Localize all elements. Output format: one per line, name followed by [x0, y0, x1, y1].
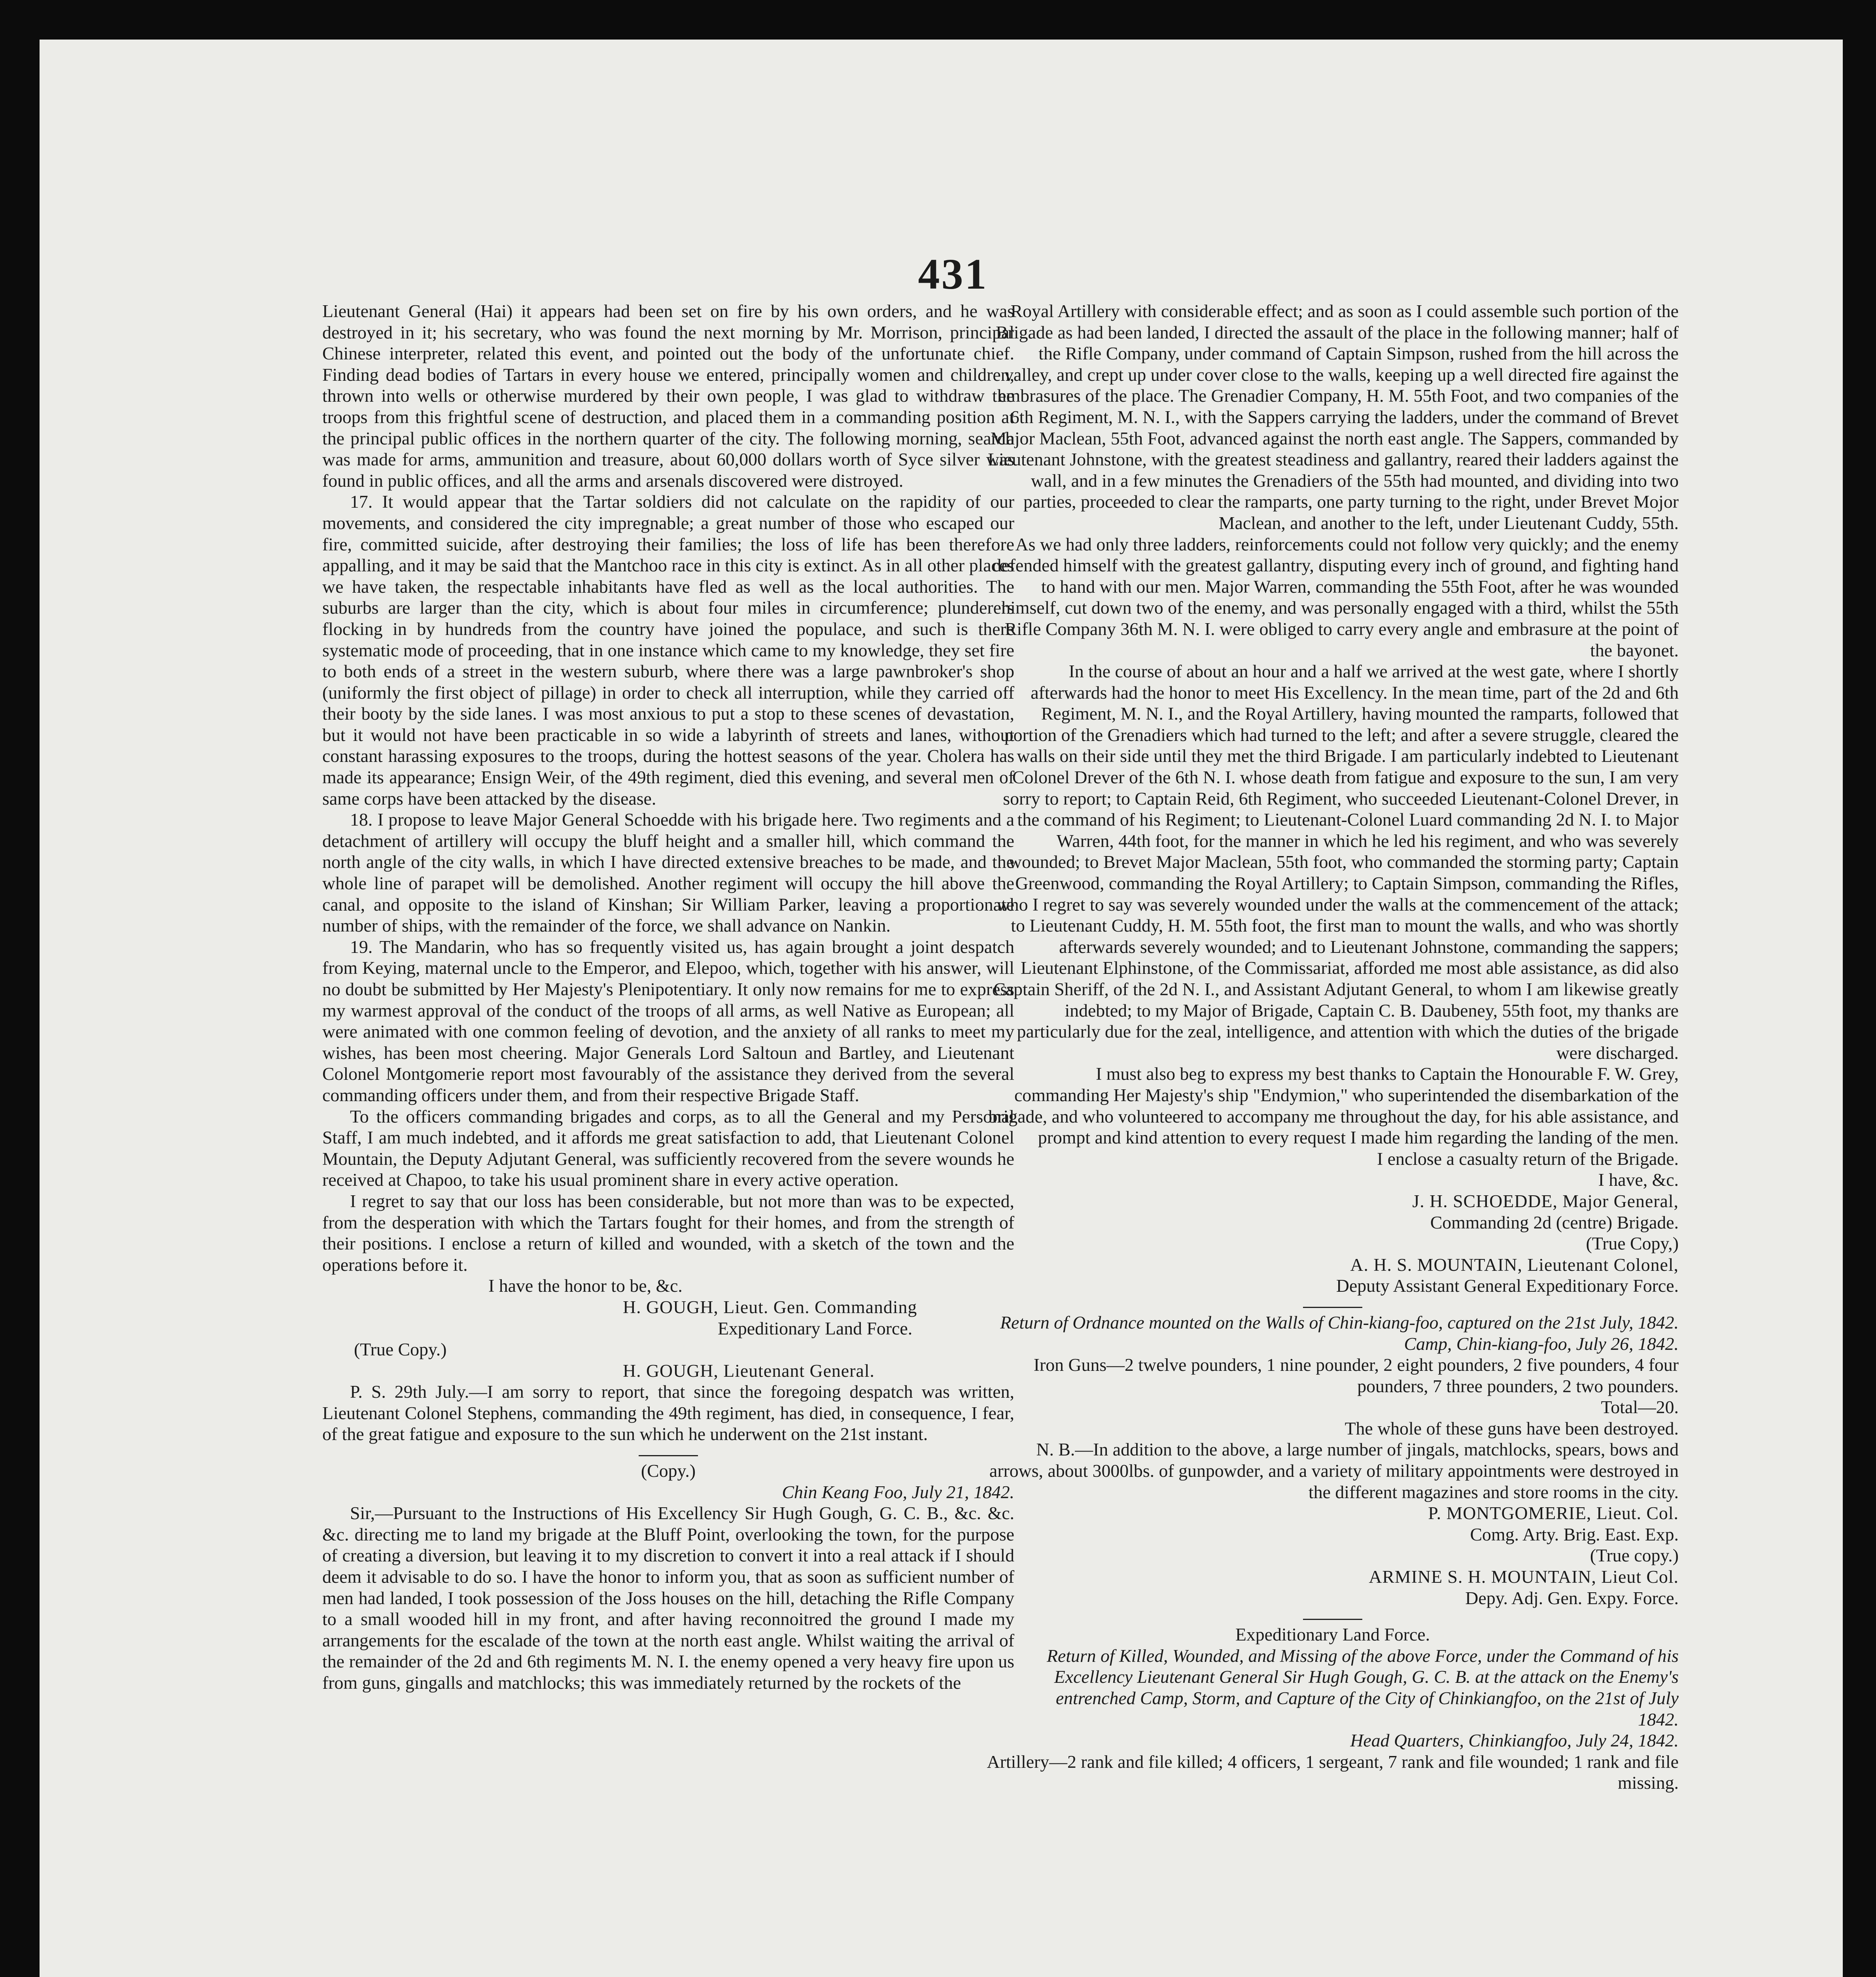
- ordnance-total: Total—20.: [1601, 1397, 1679, 1418]
- paragraph: In the course of about an hour and a half we arrived at the west gate, where I shortly afterwards had the honor to meet His Excellency. In the mean time, part of the 2d and 6th Regiment, M. N. I., and the Royal Artillery, having mounted the ramparts, followed that portion of the Grenadiers which had turned to the left; and after a severe struggle, cleared the walls on their side until they met the third Brigade. I am particularly indebted to Lieutenant Colonel Drever of the 6th N. I. whose death from fatigue and exposure to the sun, I am very sorry to report; to Captain Reid, 6th Regiment, who succeeded Lieutenant-Colonel Drever, in the command of his Regiment; to Lieutenant-Colonel Luard commanding 2d N. I. to Major Warren, 44th foot, for the manner in which he led his regiment, and who was severely wounded; to Brevet Major Maclean, 55th foot, who commanded the storming party; Captain Greenwood, commanding the Royal Artillery; to Captain Simpson, commanding the Rifles, who I regret to say was severely wounded under the walls at the commencement of the attack; to Lieutenant Cuddy, H. M. 55th foot, the first man to mount the walls, and who was shortly afterwards severely wounded; and to Lieutenant Johnstone, commanding the sappers; Lieutenant Elphinstone, of the Commissariat, afforded me most able assistance, as did also Captain Sheriff, of the 2d N. I., and Assistant Adjutant General, to whom I am likewise greatly indebted; to my Major of Brigade, Captain C. B. Daubeney, 55th foot, my thanks are particularly due for the zeal, intelligence, and attention with which the duties of the brigade were discharged.: [993, 661, 1679, 1063]
- signature-title: Deputy Assistant General Expeditionary Force.: [1336, 1276, 1679, 1296]
- divider: [1303, 1619, 1362, 1620]
- closing-line: I have, &c.: [1598, 1170, 1679, 1190]
- nota-bene: N. B.—In addition to the above, a large number of jingals, matchlocks, spears, bows and arrows, about 3000lbs. of gunpowder, and a variety of military appointments were destroyed in the different magazines and store rooms in the city.: [989, 1439, 1679, 1502]
- closing-line: I have the honor to be, &c.: [488, 1276, 683, 1296]
- paragraph-17: 17. It would appear that the Tartar soldiers did not calculate on the rapidity of our movements, and considered the city impregnable; a great number of those who escaped our fire, committed suicide, after destroying their families; the loss of life has been therefore appalling, and it may be said that the Mantchoo race in this city is extinct. As in all other places we have taken, the respectable inhabitants have fled as well as the local authorities. The suburbs are larger than the city, which is about four miles in circumference; plunderers flocking in by hundreds from the country have joined the populace, and such is there systematic mode of proceeding, that in one instance which came to my knowledge, they set fire to both ends of a street in the western suburb, where there was a large pawnbroker's shop (uniformly the first object of pillage) in order to check all interruption, while they carried off their booty by the side lanes. I was most anxious to put a stop to these scenes of devastation, but it would not have been practicable in so wide a labyrinth of streets and lanes, without constant harassing exposures to the troops, during the hottest seasons of the year. Cholera has made its appearance; Ensign Weir, of the 49th regiment, died this evening, and several men of same corps have been attacked by the disease.: [322, 491, 1014, 809]
- signature-name: ARMINE S. H. MOUNTAIN, Lieut Col.: [1369, 1567, 1679, 1587]
- true-copy-note: (True Copy.): [354, 1339, 447, 1360]
- dateline: Head Quarters, Chinkiangfoo, July 24, 1842.: [1350, 1730, 1679, 1751]
- paragraph: To the officers commanding brigades and corps, as to all the General and my Personal Staff, I am much indebted, and it affords me great satisfaction to add, that Lieutenant Colonel Mountain, the Deputy Adjutant General, was sufficiently recovered from the severe wounds he received at Chapoo, to take his usual prominent share in every active operation.: [322, 1106, 1014, 1190]
- divider: [639, 1455, 698, 1456]
- true-copy-note: (True Copy,): [1586, 1233, 1679, 1254]
- signature-name: H. GOUGH, Lieutenant General.: [623, 1360, 875, 1381]
- letter-body: Sir,—Pursuant to the Instructions of His Excellency Sir Hugh Gough, G. C. B., &c. &c. &c. directing me to land my brigade at the Bluff Point, overlooking the town, for the purpose of creating a diversion, but leaving it to my discretion to convert it into a real attack if I should deem it advisable to do so. I have the honor to inform you, that as soon as sufficient number of men had landed, I took possession of the Joss houses on the hill, detaching the Rifle Company to a small wooded hill in my front, and after having reconnoitred the ground I made my arrangements for the escalade of the town at the north east angle. Whilst waiting the arrival of the remainder of the 2d and 6th regiments M. N. I. the enemy opened a very heavy fire upon us from guns, gingalls and matchlocks; this was immediately returned by the rockets of the: [322, 1503, 1014, 1693]
- signature-name: J. H. SCHOEDDE, Major General,: [1412, 1191, 1679, 1211]
- right-column: [987, 301, 1679, 1794]
- true-copy-note: (True copy.): [1590, 1545, 1679, 1566]
- ordnance-note: The whole of these guns have been destroyed.: [1345, 1418, 1679, 1438]
- section-heading: Expeditionary Land Force.: [1235, 1624, 1430, 1645]
- signature-name: H. GOUGH, Lieut. Gen. Commanding: [623, 1297, 917, 1317]
- divider: [1303, 1307, 1362, 1308]
- signature-title: Commanding 2d (centre) Brigade.: [1430, 1212, 1679, 1232]
- document-page: [40, 40, 1843, 1977]
- paragraph-19: 19. The Mandarin, who has so frequently visited us, has again brought a joint despatch from Keying, maternal uncle to the Emperor, and Elepoo, which, together with his answer, will no doubt be submitted by Her Majesty's Plenipotentiary. It only now remains for me to express my warmest approval of the conduct of the troops of all arms, as well Native as European; all were animated with one common feeling of devotion, and the anxiety of all ranks to meet my wishes, has been most cheering. Major Generals Lord Saltoun and Bartley, and Lieutenant Colonel Montgomerie report most favourably of the assistance they derived from the several commanding officers under them, and from their respective Brigade Staff.: [322, 936, 1014, 1105]
- signature-name: P. MONTGOMERIE, Lieut. Col.: [1428, 1503, 1679, 1523]
- paragraph: Royal Artillery with considerable effect; and as soon as I could assemble such portion of the Brigade as had been landed, I directed the assault of the place in the following manner; half of the Rifle Company, under command of Captain Simpson, rushed from the hill across the valley, and crept up under cover close to the walls, keeping up a well directed fire against the embrasures of the place. The Grenadier Company, H. M. 55th Foot, and two companies of the 6th Regiment, M. N. I., with the Sappers carrying the ladders, under the command of Brevet Major Maclean, 55th Foot, advanced against the north east angle. The Sappers, commanded by Lieutenant Johnstone, with the greatest steadiness and gallantry, reared their ladders against the wall, and in a few minutes the Grenadiers of the 55th had mounted, and dividing into two parties, proceeded to clear the ramparts, one party turning to the right, under Brevet Mojor Maclean, and another to the left, under Lieutenant Cuddy, 55th.: [988, 301, 1679, 533]
- left-column: [322, 301, 1014, 1693]
- paragraph-18: 18. I propose to leave Major General Schoedde with his brigade here. Two regiments and a detachment of artillery will occupy the bluff height and a smaller hill, which command the north angle of the city walls, in which I have directed extensive breaches to be made, and the whole line of parapet will be demolished. Another regiment will occupy the hill above the canal, and opposite to the island of Kinshan; Sir William Parker, leaving a proportionate number of ships, with the remainder of the force, we shall advance on Nankin.: [322, 809, 1014, 936]
- signature-title: Comg. Arty. Brig. East. Exp.: [1470, 1524, 1679, 1544]
- page-number: 431: [918, 250, 988, 298]
- ordnance-list: Iron Guns—2 twelve pounders, 1 nine pounder, 2 eight pounders, 2 five pounders, 4 four pounders, 7 three pounders, 2 two pounders.: [1033, 1355, 1679, 1396]
- paragraph: I enclose a casualty return of the Brigade.: [1377, 1148, 1679, 1169]
- dateline: Camp, Chin-kiang-foo, July 26, 1842.: [1404, 1333, 1679, 1354]
- dateline: Chin Keang Foo, July 21, 1842.: [782, 1482, 1014, 1502]
- postscript: P. S. 29th July.—I am sorry to report, that since the foregoing despatch was written, Lieutenant Colonel Stephens, commanding the 49th regiment, has died, in consequence, I fear, of the great fatigue and exposure to the sun which he underwent on the 21st instant.: [322, 1382, 1014, 1444]
- casualty-line: Artillery—2 rank and file killed; 4 officers, 1 sergeant, 7 rank and file wounded; 1 rank and file missing.: [987, 1751, 1679, 1793]
- return-title: Return of Killed, Wounded, and Missing of the above Force, under the Command of his Excellency Lieutenant General Sir Hugh Gough, G. C. B. at the attack on the Enemy's entrenched Camp, Storm, and Capture of the City of Chinkiangfoo, on the 21st of July 1842.: [1046, 1645, 1679, 1729]
- paragraph: As we had only three ladders, reinforcements could not follow very quickly; and the enemy defended himself with the greatest gallantry, disputing every inch of ground, and fighting hand to hand with our men. Major Warren, commanding the 55th Foot, after he was wounded himself, cut down two of the enemy, and was personally engaged with a third, whilst the 55th Rifle Company 36th M. N. I. were obliged to carry every angle and embrasure at the point of the bayonet.: [992, 534, 1679, 660]
- return-title: Return of Ordnance mounted on the Walls of Chin-kiang-foo, captured on the 21st July, 1842.: [1000, 1312, 1679, 1332]
- signature-title: Expeditionary Land Force.: [718, 1318, 913, 1338]
- paragraph: I regret to say that our loss has been considerable, but not more than was to be expected, from the desperation with which the Tartars fought for their homes, and from the strength of their positions. I enclose a return of killed and wounded, with a sketch of the town and the operations before it.: [322, 1191, 1014, 1275]
- paragraph: Lieutenant General (Hai) it appears had been set on fire by his own orders, and he was destroyed in it; his secretary, who was found the next morning by Mr. Morrison, principal Chinese interpreter, related this event, and pointed out the body of the unfortunate chief. Finding dead bodies of Tartars in every house we entered, principally women and children, thrown into wells or otherwise murdered by their own people, I was glad to withdraw the troops from this frightful scene of destruction, and placed them in a commanding position at the principal public offices in the northern quarter of the city. The following morning, search was made for arms, ammunition and treasure, about 60,000 dollars worth of Syce silver was found in public offices, and all the arms and arsenals discovered were distroyed.: [322, 301, 1014, 491]
- paragraph: I must also beg to express my best thanks to Captain the Honourable F. W. Grey, commanding Her Majesty's ship "Endymion," who superintended the disembarkation of the brigade, and who volunteered to accompany me throughout the day, for his able assistance, and prompt and kind attention to every request I made him regarding the landing of the men.: [988, 1064, 1679, 1148]
- signature-name: A. H. S. MOUNTAIN, Lieutenant Colonel,: [1350, 1254, 1679, 1275]
- copy-heading: (Copy.): [641, 1461, 696, 1481]
- signature-title: Depy. Adj. Gen. Expy. Force.: [1465, 1588, 1679, 1608]
